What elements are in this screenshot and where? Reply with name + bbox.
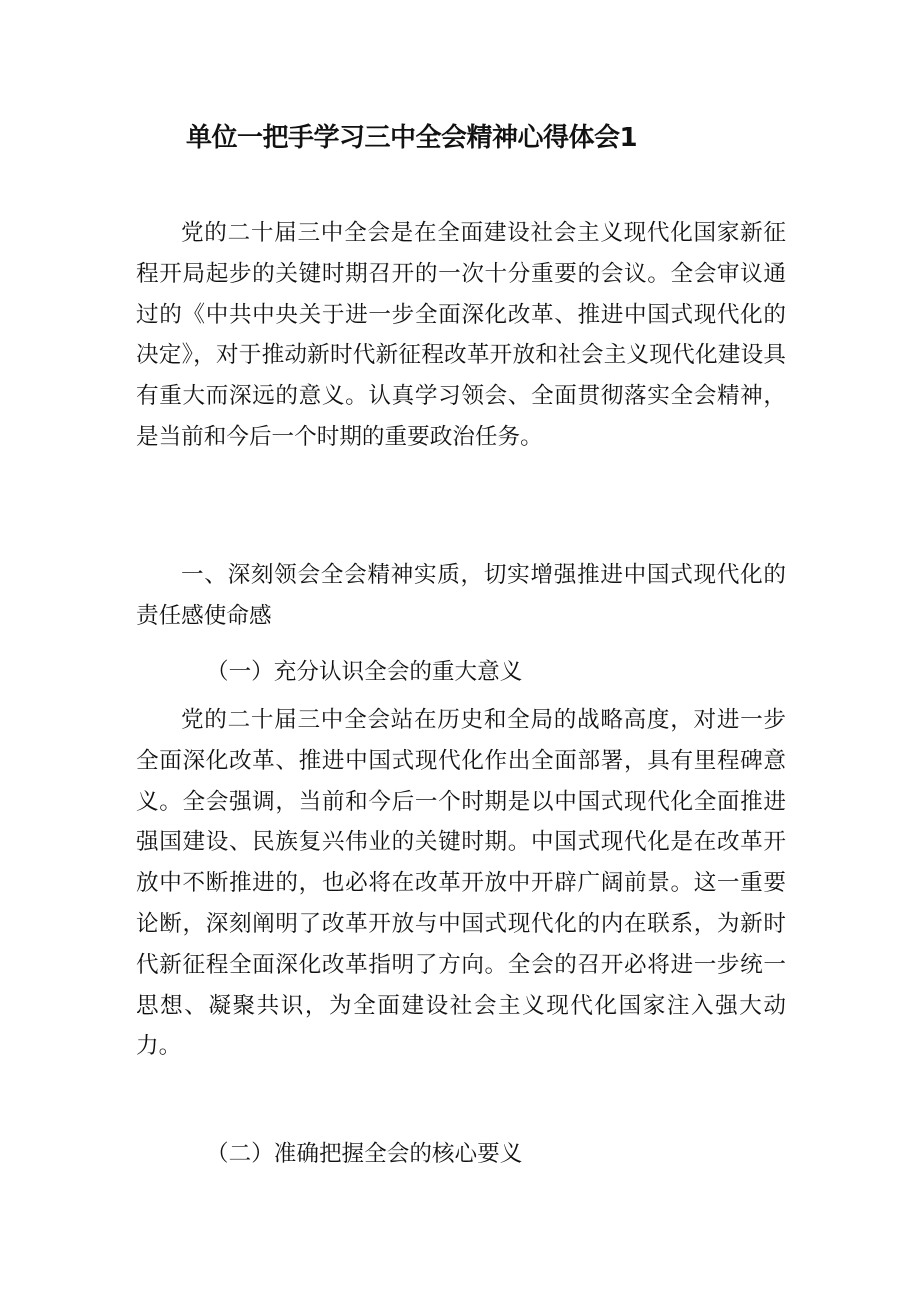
section-1-heading: 一、深刻领会全会精神实质，切实增强推进中国式现代化的责任感使命感 [136, 562, 786, 629]
subsection-1-heading: （一）充分认识全会的重大意义 [206, 659, 523, 685]
subsection-1-paragraph: 党的二十届三中全会站在历史和全局的战略高度，对进一步全面深化改革、推进中国式现代化作出全面部署，具有里程碑意义。全会强调，当前和今后一个时期是以中国式现代化全面推进强国建设、民族复兴伟业的关键时期。中国式现代化是在改革开放中不断推进的，也必将在改革开放中开辟广阔前景。这一重要论断，深刻阐明了改革开放与中国式现代化的内在联系，为新时代新征程全面深化改革指明了方向。全会的召开必将进一步统一思想、凝聚共识，为全面建设社会主义现代化国家注入强大动力。 [136, 707, 786, 1060]
intro-paragraph: 党的二十届三中全会是在全面建设社会主义现代化国家新征程开局起步的关键时期召开的一次十分重要的会议。全会审议通过的《中共中央关于进一步全面深化改革、推进中国式现代化的决定》，对于推动新时代新征程改革开放和社会主义现代化建设具有重大而深远的意义。认真学习领会、全面贯彻落实全会精神，是当前和今后一个时期的重要政治任务。 [136, 220, 786, 450]
document-title: 单位一把手学习三中全会精神心得体会1 [186, 123, 638, 153]
subsection-2-heading: （二）准确把握全会的核心要义 [206, 1141, 523, 1167]
